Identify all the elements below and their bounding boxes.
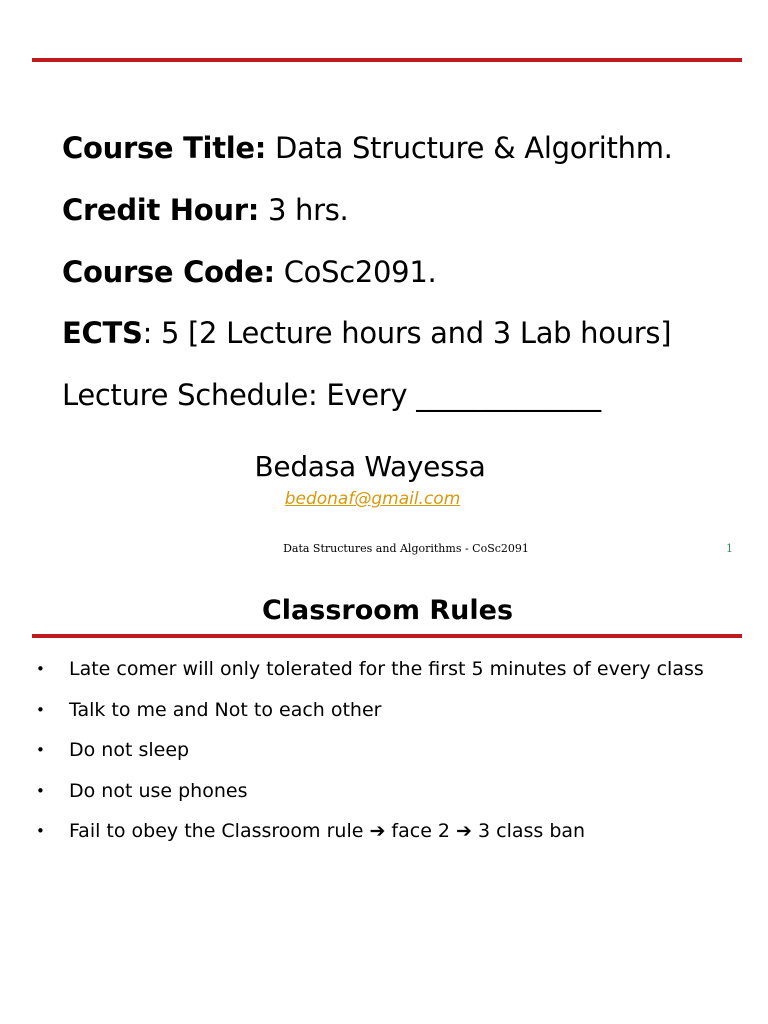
credit-hour-value: 3 hrs. xyxy=(259,193,349,227)
bullet-icon: • xyxy=(36,700,45,719)
course-code-line xyxy=(62,255,436,289)
bullet-icon: • xyxy=(36,660,45,678)
course-title-line xyxy=(62,131,673,165)
course-title-label: Course Title: xyxy=(62,131,267,165)
credit-hour-label: Credit Hour: xyxy=(62,193,260,227)
bullet-icon: • xyxy=(36,741,45,759)
course-title-value: Data Structure & Algorithm. xyxy=(266,131,673,165)
rule-text: Talk to me and Not to each other xyxy=(69,698,382,721)
top-divider xyxy=(32,58,742,62)
course-code-value: CoSc2091. xyxy=(274,255,437,289)
author-email-link[interactable]: bedonaf@gmail.com xyxy=(284,489,461,509)
ects-value: : 5 [2 Lecture hours and 3 Lab hours] xyxy=(142,316,672,350)
rule-text: Fail to obey the Classroom rule ➔ face 2 ➔ 3 class ban xyxy=(69,820,586,842)
ects-label: ECTS xyxy=(62,316,143,350)
rule-text: Do not use phones xyxy=(69,779,248,802)
bullet-icon: • xyxy=(36,781,45,800)
slide-page-number: 1 xyxy=(726,542,733,555)
slide-footer-title: Data Structures and Algorithms - CoSc2091 xyxy=(283,542,529,555)
bullet-icon: • xyxy=(36,822,45,840)
title-divider xyxy=(32,634,742,638)
course-code-label: Course Code: xyxy=(62,255,275,289)
classroom-rules-title: Classroom Rules xyxy=(261,595,514,626)
credit-hour-line xyxy=(62,193,348,227)
author-name: Bedasa Wayessa xyxy=(254,450,486,483)
lecture-schedule-line xyxy=(62,378,601,412)
rule-text: Late comer will only tolerated for the first 5 minutes of every class xyxy=(69,658,704,680)
rule-text: Do not sleep xyxy=(69,739,190,761)
lecture-schedule-text: Lecture Schedule: Every _____________ xyxy=(62,378,601,412)
ects-line xyxy=(62,316,671,350)
